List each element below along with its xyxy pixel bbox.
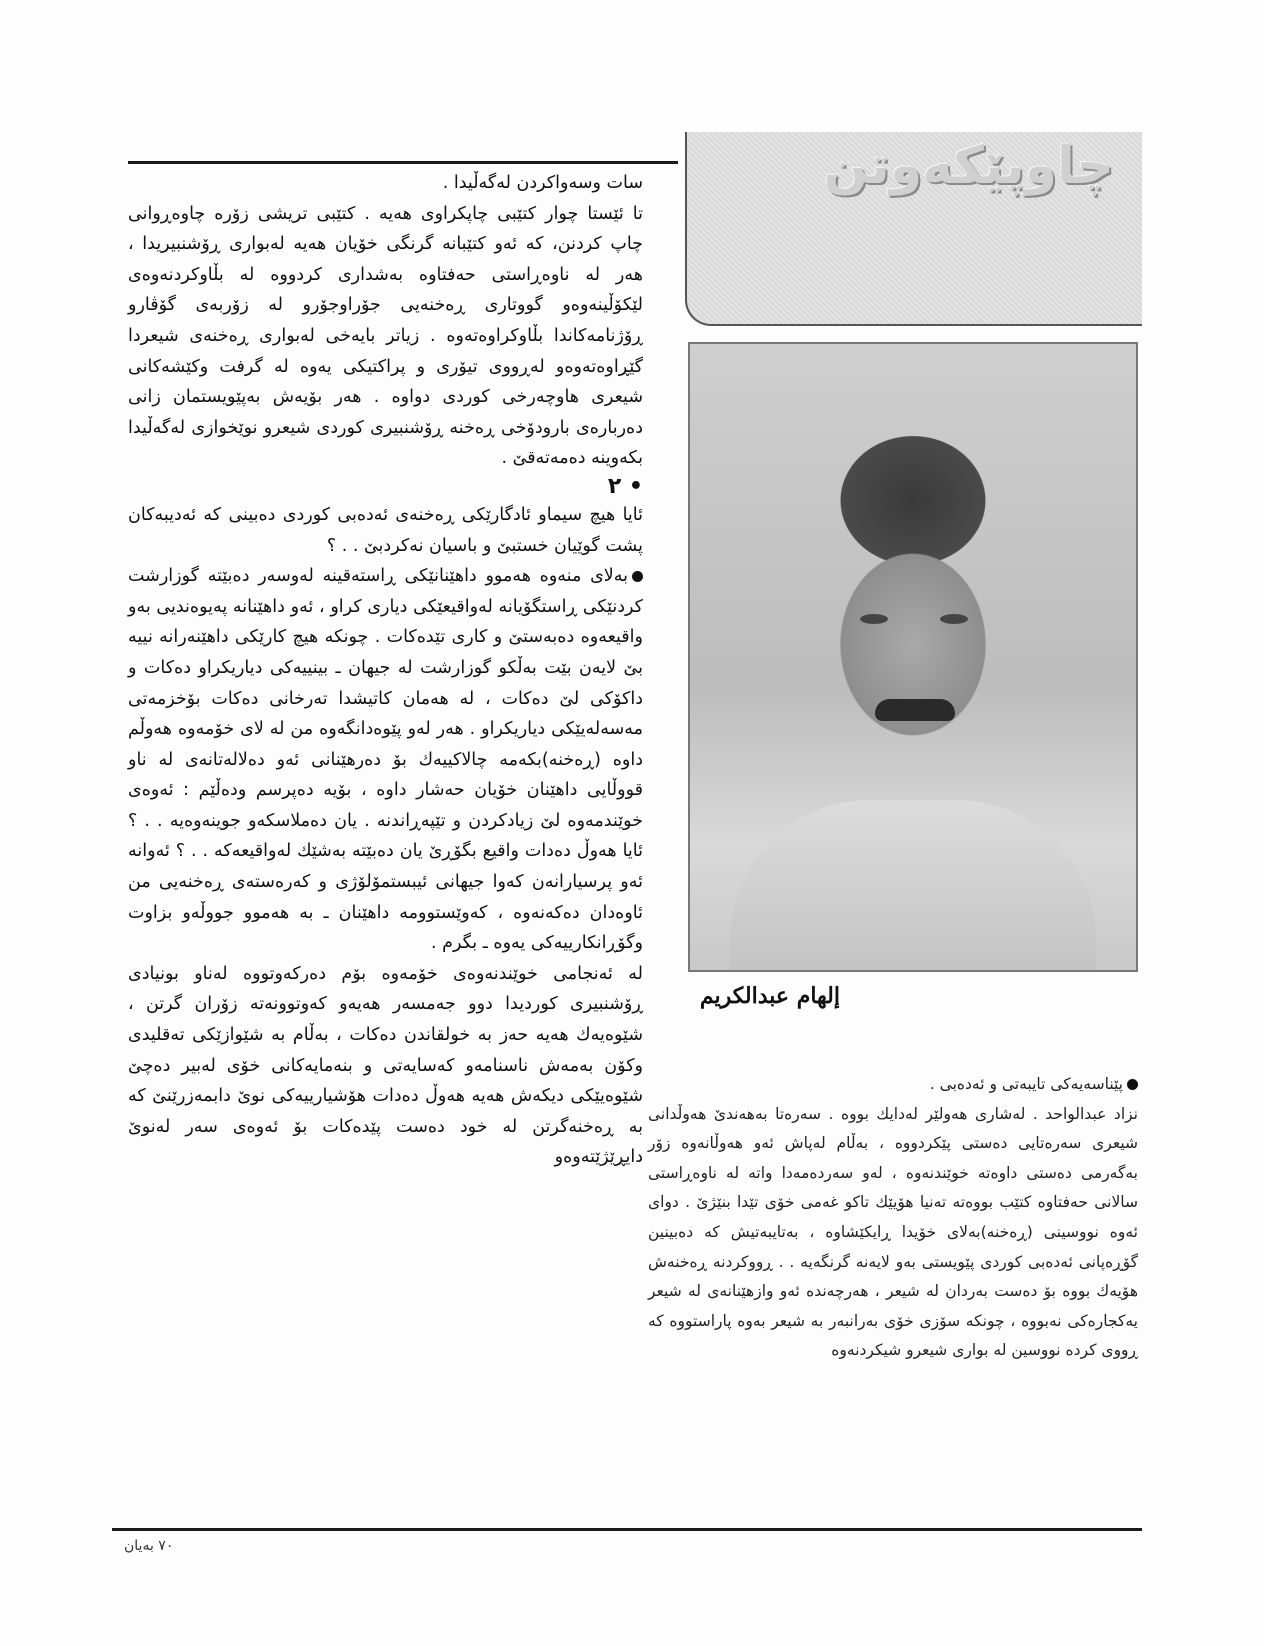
top-divider [128,161,678,164]
right-text-column [648,1070,1138,1366]
page-footer: ٧٠ بەیان [124,1538,174,1554]
answer-text: بەلای منەوە هەموو داهێنانێکی ڕاستەقینە لەوسەر دەبێتە گوزارشت کردنێکی ڕاستگۆیانە لەواقیعێکی دیاری کراو ، ئەو داهێنانە پەیوەندیی بەو واقیعەوە دەبەستێ و کاری تێدەکات . چونکە هیچ کارێکی داهێنەرانە نییە بێ لایەن بێت بەڵکو گوزارشت لە جیهان ـ بینییەکی دیاریکراو دەکات و داکۆکی لێ دەکات ، لە هەمان کاتیشدا تەرخانی دەکات بۆخزمەتی مەسەلەیێکی دیاریکراو . هەر لەو پێوەدانگەوە من لە لای خۆمەوە هەوڵم داوە (ڕەخنە)بکەمە چالاکییەك بۆ دەرهێنانی ئەو دەلالەتانەی لە ناو قووڵایی داهێنان خۆیان حەشار داوە ، بۆیە دەپرسم ودەڵێم : ئەوەی خوێندمەوە لێ زیادکردن و تێپەڕاندنە . یان دەملاسکەو جوینەوەیە . . ؟ ئایا هەوڵ دەدات واقیع بگۆڕێ یان دەبێتە بەشێك لەواقیعەکە . . ؟ ئەوانە ئەو پرسیارانەن کەوا جیهانی ئیبستمۆلۆژی و کەرەستەی ڕەخنەیی من ئاوەدان دەکەنەوە ، کەوێستوومە داهێنان ـ بە هەموو جووڵەو بزاوت وگۆڕانکارییەکی یەوە ـ بگرم . [128,566,643,954]
section-title-box [685,132,1142,326]
answer-paragraph: لە ئەنجامی خوێندنەوەی خۆمەوە بۆم دەرکەوتووە لەناو بونیادی ڕۆشنبیری کوردیدا دوو جەمسەر هەیەو کەوتوونەتە زۆران گرتن ، شێوەیەك هەیە حەز بە خولقاندن دەکات ، بەڵام بە شێوازێکی تەقلیدی وکۆن بەمەش ناسنامەو کەسایەتی و بنەمایەکانی خۆی لەبیر دەچێ شێوەیێکی دیکەش هەیە هەوڵ دەدات هۆشیارییەکی نوێ دابمەزرێنێ کە بە ڕەخنەگرتن لە خود دەست پێدەکات بۆ ئەوەی سەر لەنوێ دایڕێژێتەوەو [128,963,643,1168]
photo-eye [940,614,968,624]
question-text: ئایا هیچ سیماو ئادگارێکی ڕەخنەی ئەدەبی کوردی دەبینی کە ئەدیبەکان پشت گوێیان خستبێ و باسیان نەکردبێ . . ؟ [128,504,643,556]
photo-shirt [730,800,1096,970]
section-title: چاوپێکەوتن [823,136,1114,196]
intro-paragraph: تا ئێستا چوار کتێبی چاپکراوی هەیە . کتێبی تریشی زۆرە چاوەڕوانی چاپ کردنن، کە ئەو کتێبانە گرنگی خۆیان هەیە لەبواری ڕۆشنبیریدا ، هەر لە ناوەڕاستی حەفتاوە بەشداری کردووە لە بڵاوکردنەوەی لێکۆڵینەوەو گووتاری ڕەخنەیی جۆراوجۆرو لە زۆربەی گۆڤارو ڕۆژنامەکاندا بڵاوکراوەتەوە . زیاتر بایەخی لەبواری ڕەخنەی شیعردا گێڕاوەتەوەو لەڕووی تیۆری و پراکتیکی یەوە لە گرفت وکێشەکانی شیعری هاوچەرخی کوردی دواوە . هەر بۆیەش بەپێویستمان زانی دەربارەی بارودۆخی ڕەخنە ڕۆشنبیری کوردی شیعرو نوێخوازی لەگەڵیدا بکەوینە دەمەتەقێ . [128,203,643,469]
bottom-divider [112,1528,1142,1531]
bio-paragraph: نزاد عبدالواحد . لەشاری هەولێر لەدایك بووە . سەرەتا بەهەندێ هەوڵدانی شیعری سەرەتایی دەستی پێکردووە ، بەڵام لەپاش ئەو هەوڵانەوە زۆر بەگەرمی دەستی داوەتە خوێندنەوە ، لەو سەردەمەدا واتە لە ناوەڕاستی سالانی حەفتاوە کتێب بووەتە تەنیا هۆیێك تاکو غەمی خۆی تێدا بنێژێ . دوای ئەوە نووسینی (ڕەخنە)بەلای خۆیدا ڕایکێشاوە ، بەتایبەتیش کە دەبینین گۆڕەپانی ئەدەبی کوردی پێویستی بەو لایەنە گرنگەیە . . ڕووکردنە ڕەخنەش هۆیەك بووە بۆ دەست بەردان لە شیعر ، هەرچەندە ئەو وازهێنانەی لە شیعر یەکجارەکی نەبووە ، چونکە سۆزی خۆی بەرانبەر بە شیعر بەوە پاراستووە کە ڕووی کردە نووسین لە بواری شیعرو شیکردنەوە [648,1104,1138,1360]
bio-heading [648,1070,1138,1100]
portrait-photo [688,342,1138,972]
photo-caption: إلهام عبدالكريم [699,983,840,1009]
photo-mustache [875,699,955,721]
question-marker: • ٢ [607,473,643,499]
left-text-column [128,168,643,1173]
answer-paragraph [128,561,643,959]
bullet-icon [632,571,643,582]
intro-line: سات وسەواکردن لەگەڵیدا . [442,173,643,193]
photo-eye [860,614,888,624]
bullet-icon [1127,1079,1138,1090]
bio-heading-text: پێناسەیەکی تایبەتی و ئەدەبی . [929,1075,1123,1093]
